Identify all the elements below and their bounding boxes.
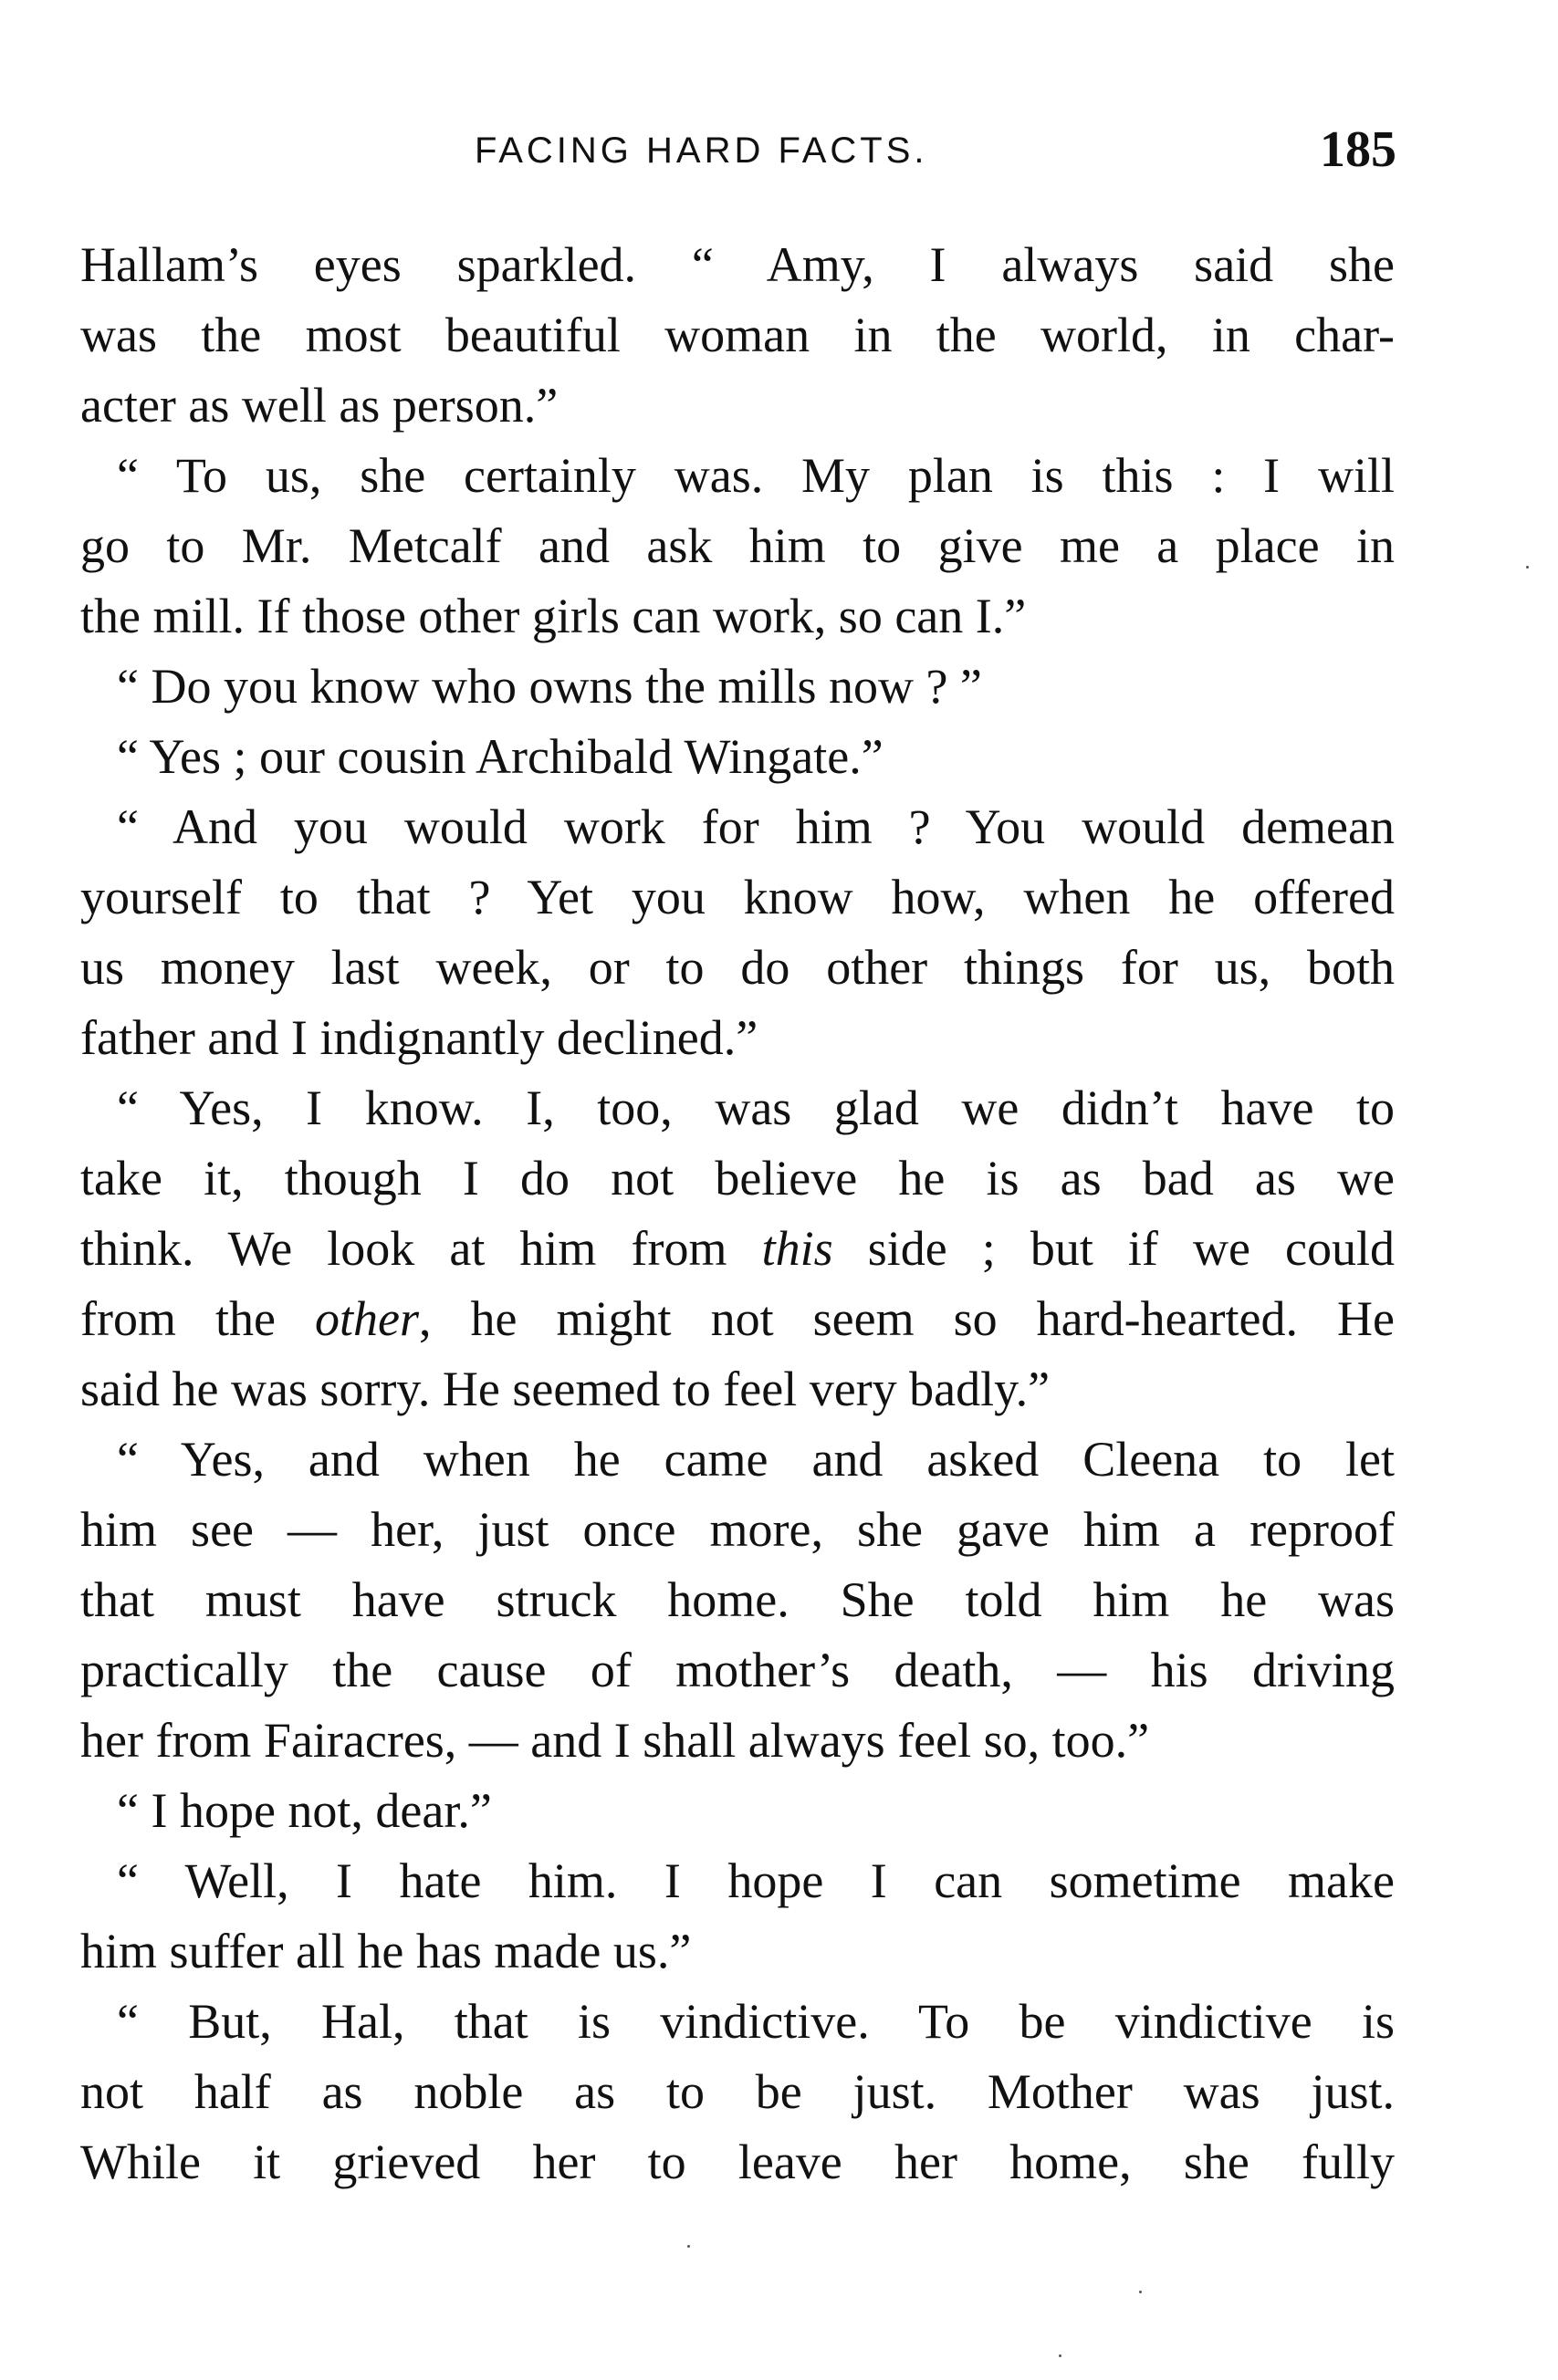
text-line: him see — her, just once more, she gave him a reproof bbox=[80, 1502, 1395, 1557]
text-line bbox=[80, 1284, 1395, 1354]
page-number: 185 bbox=[1320, 121, 1396, 178]
text-line: said he was sorry. He seemed to feel very badly.” bbox=[80, 1362, 1051, 1416]
text-segment: from the bbox=[80, 1291, 316, 1346]
text-line: father and I indignantly declined.” bbox=[80, 1010, 758, 1065]
text-line: “ Yes, and when he came and asked Cleena to let bbox=[117, 1432, 1395, 1487]
text-line bbox=[80, 1214, 1395, 1284]
text-line: not half as noble as to be just. Mother was just. bbox=[80, 2064, 1395, 2119]
scan-speck bbox=[1059, 2354, 1061, 2357]
text-line: “ Do you know who owns the mills now ? ” bbox=[117, 659, 982, 714]
text-line: the mill. If those other girls can work, so can I.” bbox=[80, 589, 1027, 643]
text-line: yourself to that ? Yet you know how, when he offered bbox=[80, 870, 1395, 924]
text-line: “ Well, I hate him. I hope I can sometime make bbox=[117, 1853, 1395, 1908]
text-line: Hallam’s eyes sparkled. “ Amy, I always said she bbox=[80, 237, 1395, 292]
text-line: “ To us, she certainly was. My plan is this : I will bbox=[117, 448, 1395, 503]
text-segment: think. We look at him from bbox=[80, 1221, 762, 1276]
scan-speck bbox=[687, 2245, 690, 2248]
scan-speck bbox=[1139, 2291, 1142, 2293]
text-line: acter as well as person.” bbox=[80, 378, 559, 433]
italic-emphasis: this bbox=[761, 1221, 833, 1276]
text-line: her from Fairacres, — and I shall always feel so, too.” bbox=[80, 1713, 1150, 1768]
text-line: “ But, Hal, that is vindictive. To be vindictive is bbox=[117, 1994, 1395, 2049]
text-line: “ Yes ; our cousin Archibald Wingate.” bbox=[117, 729, 884, 784]
body-text bbox=[80, 230, 1395, 2197]
text-segment: side ; but if we could bbox=[832, 1221, 1395, 1276]
text-line: take it, though I do not believe he is as bad as we bbox=[80, 1151, 1395, 1206]
text-line: “ I hope not, dear.” bbox=[117, 1783, 492, 1838]
text-segment: , he might not seem so hard-hearted. He bbox=[419, 1291, 1395, 1346]
text-line: “ And you would work for him ? You would demean bbox=[117, 799, 1395, 854]
scan-speck bbox=[1526, 566, 1529, 569]
text-line: that must have struck home. She told him he was bbox=[80, 1572, 1395, 1627]
running-title: FACING HARD FACTS. bbox=[475, 130, 928, 171]
text-line: go to Mr. Metcalf and ask him to give me a place in bbox=[80, 518, 1395, 573]
text-line: “ Yes, I know. I, too, was glad we didn’t have to bbox=[117, 1080, 1395, 1135]
text-line: him suffer all he has made us.” bbox=[80, 1924, 692, 1978]
text-line: was the most beautiful woman in the world, in char- bbox=[80, 308, 1395, 362]
text-line: us money last week, or to do other things for us, both bbox=[80, 940, 1395, 995]
text-line: practically the cause of mother’s death, — his driving bbox=[80, 1643, 1395, 1697]
italic-emphasis: other bbox=[315, 1291, 420, 1346]
text-line: While it grieved her to leave her home, she fully bbox=[80, 2135, 1395, 2189]
running-head bbox=[0, 121, 1396, 183]
